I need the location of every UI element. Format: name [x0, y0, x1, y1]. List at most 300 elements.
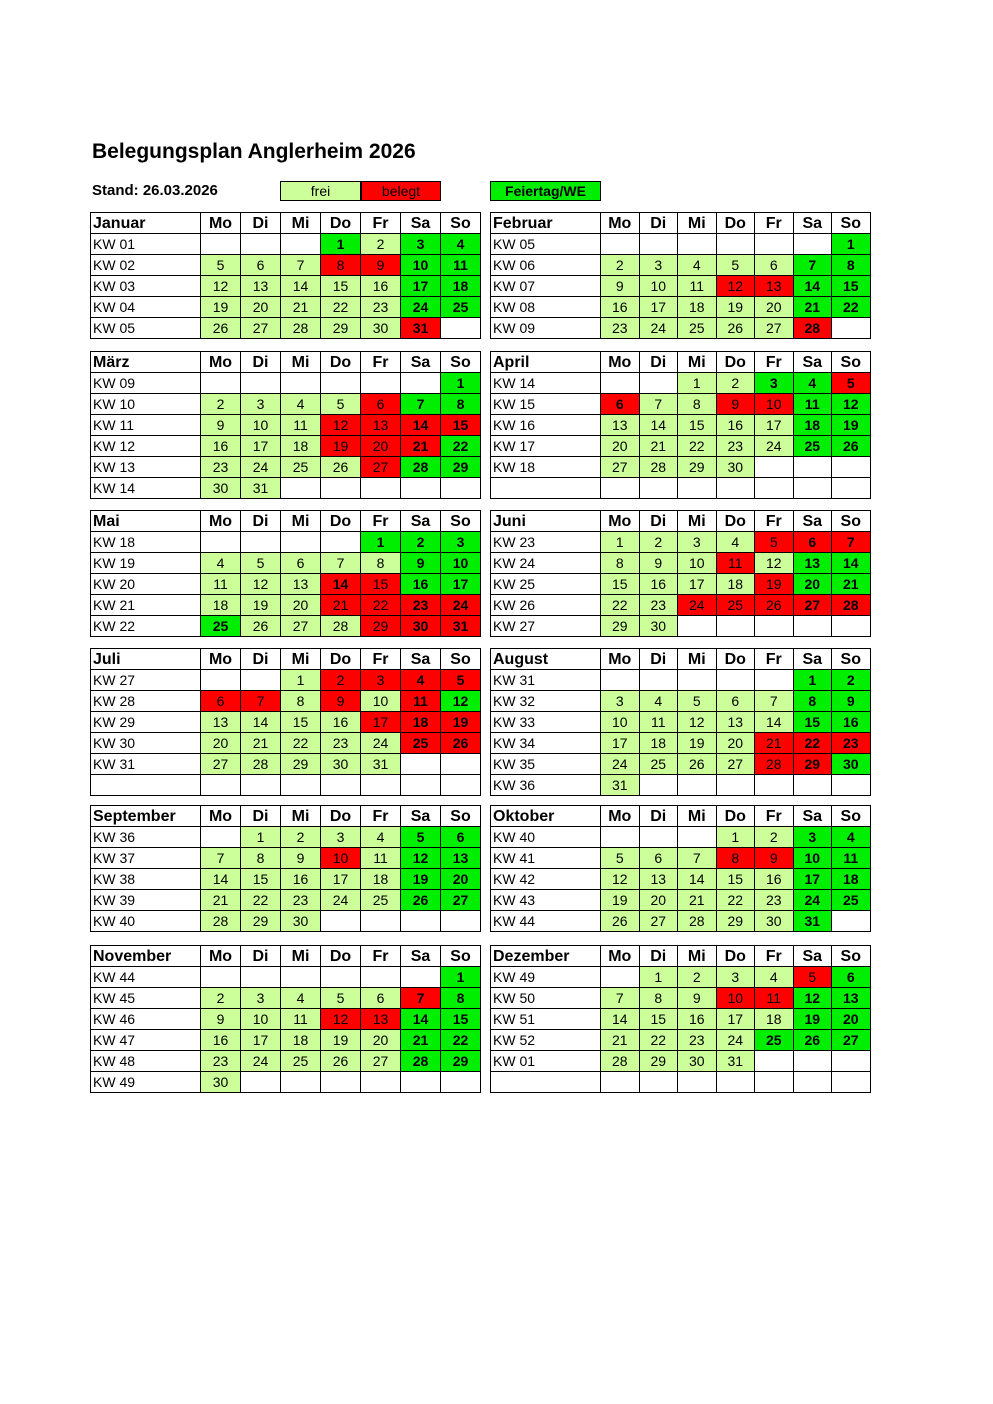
day-cell[interactable]: 8: [678, 394, 717, 415]
day-cell[interactable]: 6: [241, 255, 281, 276]
day-cell[interactable]: [361, 775, 401, 796]
day-cell[interactable]: [241, 775, 281, 796]
day-cell[interactable]: 25: [793, 436, 832, 457]
day-cell[interactable]: [281, 532, 321, 553]
day-cell[interactable]: 26: [441, 733, 481, 754]
day-cell[interactable]: 31: [401, 318, 441, 339]
day-cell[interactable]: 2: [601, 255, 640, 276]
day-cell[interactable]: 9: [321, 691, 361, 712]
day-cell[interactable]: [678, 616, 717, 637]
day-cell[interactable]: 14: [401, 415, 441, 436]
day-cell[interactable]: 24: [639, 318, 678, 339]
day-cell[interactable]: [793, 1072, 832, 1093]
day-cell[interactable]: 10: [361, 691, 401, 712]
day-cell[interactable]: [401, 373, 441, 394]
day-cell[interactable]: 26: [201, 318, 241, 339]
day-cell[interactable]: 13: [281, 574, 321, 595]
day-cell[interactable]: 4: [793, 373, 832, 394]
day-cell[interactable]: 15: [601, 574, 640, 595]
day-cell[interactable]: [832, 911, 871, 932]
day-cell[interactable]: 18: [441, 276, 481, 297]
day-cell[interactable]: [441, 754, 481, 775]
day-cell[interactable]: [793, 457, 832, 478]
day-cell[interactable]: [639, 1072, 678, 1093]
day-cell[interactable]: 29: [281, 754, 321, 775]
day-cell[interactable]: 26: [401, 890, 441, 911]
day-cell[interactable]: [755, 616, 794, 637]
day-cell[interactable]: [601, 1072, 640, 1093]
day-cell[interactable]: [832, 457, 871, 478]
day-cell[interactable]: 2: [716, 373, 755, 394]
day-cell[interactable]: 4: [755, 967, 794, 988]
day-cell[interactable]: 20: [716, 733, 755, 754]
day-cell[interactable]: 1: [241, 827, 281, 848]
day-cell[interactable]: 11: [401, 691, 441, 712]
day-cell[interactable]: [201, 967, 241, 988]
day-cell[interactable]: 3: [441, 532, 481, 553]
day-cell[interactable]: [201, 670, 241, 691]
day-cell[interactable]: 13: [361, 1009, 401, 1030]
day-cell[interactable]: [401, 1072, 441, 1093]
day-cell[interactable]: 20: [639, 890, 678, 911]
day-cell[interactable]: 11: [281, 1009, 321, 1030]
day-cell[interactable]: 9: [201, 415, 241, 436]
day-cell[interactable]: [281, 967, 321, 988]
day-cell[interactable]: 8: [832, 255, 871, 276]
day-cell[interactable]: 24: [401, 297, 441, 318]
day-cell[interactable]: 22: [441, 436, 481, 457]
day-cell[interactable]: 2: [639, 532, 678, 553]
day-cell[interactable]: 27: [241, 318, 281, 339]
day-cell[interactable]: 9: [201, 1009, 241, 1030]
day-cell[interactable]: [639, 670, 678, 691]
day-cell[interactable]: [321, 373, 361, 394]
day-cell[interactable]: 18: [201, 595, 241, 616]
day-cell[interactable]: 24: [601, 754, 640, 775]
day-cell[interactable]: 17: [639, 297, 678, 318]
day-cell[interactable]: 16: [281, 869, 321, 890]
day-cell[interactable]: 27: [601, 457, 640, 478]
day-cell[interactable]: 18: [281, 436, 321, 457]
day-cell[interactable]: 21: [201, 890, 241, 911]
day-cell[interactable]: 9: [755, 848, 794, 869]
day-cell[interactable]: 28: [678, 911, 717, 932]
day-cell[interactable]: 11: [755, 988, 794, 1009]
day-cell[interactable]: 10: [241, 415, 281, 436]
day-cell[interactable]: 3: [361, 670, 401, 691]
day-cell[interactable]: [321, 775, 361, 796]
day-cell[interactable]: 31: [241, 478, 281, 499]
day-cell[interactable]: 12: [601, 869, 640, 890]
day-cell[interactable]: 24: [678, 595, 717, 616]
day-cell[interactable]: 12: [678, 712, 717, 733]
day-cell[interactable]: 20: [601, 436, 640, 457]
day-cell[interactable]: 5: [793, 967, 832, 988]
day-cell[interactable]: 18: [281, 1030, 321, 1051]
day-cell[interactable]: 28: [601, 1051, 640, 1072]
day-cell[interactable]: 1: [832, 234, 871, 255]
day-cell[interactable]: 30: [755, 911, 794, 932]
day-cell[interactable]: 3: [639, 255, 678, 276]
day-cell[interactable]: 15: [321, 276, 361, 297]
day-cell[interactable]: 5: [401, 827, 441, 848]
day-cell[interactable]: 15: [281, 712, 321, 733]
day-cell[interactable]: 15: [793, 712, 832, 733]
day-cell[interactable]: 24: [241, 457, 281, 478]
day-cell[interactable]: 12: [321, 415, 361, 436]
day-cell[interactable]: 22: [793, 733, 832, 754]
day-cell[interactable]: 22: [716, 890, 755, 911]
day-cell[interactable]: [241, 373, 281, 394]
day-cell[interactable]: 1: [321, 234, 361, 255]
day-cell[interactable]: 16: [401, 574, 441, 595]
day-cell[interactable]: 19: [401, 869, 441, 890]
day-cell[interactable]: 21: [678, 890, 717, 911]
day-cell[interactable]: 11: [281, 415, 321, 436]
day-cell[interactable]: 13: [241, 276, 281, 297]
day-cell[interactable]: 31: [793, 911, 832, 932]
day-cell[interactable]: 19: [201, 297, 241, 318]
day-cell[interactable]: 14: [201, 869, 241, 890]
day-cell[interactable]: 2: [281, 827, 321, 848]
day-cell[interactable]: 29: [678, 457, 717, 478]
day-cell[interactable]: 6: [716, 691, 755, 712]
day-cell[interactable]: 30: [832, 754, 871, 775]
day-cell[interactable]: 23: [832, 733, 871, 754]
day-cell[interactable]: 6: [601, 394, 640, 415]
day-cell[interactable]: 21: [321, 595, 361, 616]
day-cell[interactable]: 5: [832, 373, 871, 394]
day-cell[interactable]: 5: [441, 670, 481, 691]
day-cell[interactable]: 6: [361, 394, 401, 415]
day-cell[interactable]: 11: [793, 394, 832, 415]
day-cell[interactable]: 5: [201, 255, 241, 276]
day-cell[interactable]: 11: [716, 553, 755, 574]
day-cell[interactable]: [716, 670, 755, 691]
day-cell[interactable]: 10: [755, 394, 794, 415]
day-cell[interactable]: 17: [241, 1030, 281, 1051]
day-cell[interactable]: [601, 478, 640, 499]
day-cell[interactable]: [832, 478, 871, 499]
day-cell[interactable]: 29: [601, 616, 640, 637]
day-cell[interactable]: 16: [639, 574, 678, 595]
day-cell[interactable]: 25: [281, 1051, 321, 1072]
day-cell[interactable]: [281, 478, 321, 499]
day-cell[interactable]: 19: [755, 574, 794, 595]
day-cell[interactable]: [832, 616, 871, 637]
day-cell[interactable]: 3: [716, 967, 755, 988]
day-cell[interactable]: 29: [241, 911, 281, 932]
day-cell[interactable]: [321, 911, 361, 932]
day-cell[interactable]: 17: [241, 436, 281, 457]
day-cell[interactable]: [401, 967, 441, 988]
day-cell[interactable]: [793, 616, 832, 637]
day-cell[interactable]: 2: [678, 967, 717, 988]
day-cell[interactable]: 19: [241, 595, 281, 616]
day-cell[interactable]: [832, 318, 871, 339]
day-cell[interactable]: 25: [401, 733, 441, 754]
day-cell[interactable]: [321, 1072, 361, 1093]
day-cell[interactable]: 7: [678, 848, 717, 869]
day-cell[interactable]: 30: [639, 616, 678, 637]
day-cell[interactable]: [361, 967, 401, 988]
day-cell[interactable]: 6: [832, 967, 871, 988]
day-cell[interactable]: [716, 775, 755, 796]
day-cell[interactable]: 7: [401, 394, 441, 415]
day-cell[interactable]: 16: [201, 436, 241, 457]
day-cell[interactable]: 4: [716, 532, 755, 553]
day-cell[interactable]: 21: [601, 1030, 640, 1051]
day-cell[interactable]: 20: [281, 595, 321, 616]
day-cell[interactable]: 25: [678, 318, 717, 339]
day-cell[interactable]: 2: [201, 394, 241, 415]
day-cell[interactable]: 16: [832, 712, 871, 733]
day-cell[interactable]: 20: [755, 297, 794, 318]
day-cell[interactable]: 13: [441, 848, 481, 869]
day-cell[interactable]: 7: [755, 691, 794, 712]
day-cell[interactable]: 6: [441, 827, 481, 848]
day-cell[interactable]: 9: [401, 553, 441, 574]
day-cell[interactable]: 10: [678, 553, 717, 574]
day-cell[interactable]: [241, 234, 281, 255]
day-cell[interactable]: 9: [832, 691, 871, 712]
day-cell[interactable]: 8: [241, 848, 281, 869]
day-cell[interactable]: 6: [639, 848, 678, 869]
day-cell[interactable]: 17: [401, 276, 441, 297]
day-cell[interactable]: 20: [201, 733, 241, 754]
day-cell[interactable]: 15: [832, 276, 871, 297]
day-cell[interactable]: 12: [241, 574, 281, 595]
day-cell[interactable]: 19: [441, 712, 481, 733]
day-cell[interactable]: [716, 1072, 755, 1093]
day-cell[interactable]: 23: [201, 457, 241, 478]
day-cell[interactable]: 9: [281, 848, 321, 869]
day-cell[interactable]: 7: [793, 255, 832, 276]
day-cell[interactable]: 5: [716, 255, 755, 276]
day-cell[interactable]: [441, 911, 481, 932]
day-cell[interactable]: [793, 775, 832, 796]
day-cell[interactable]: [601, 373, 640, 394]
day-cell[interactable]: 18: [401, 712, 441, 733]
day-cell[interactable]: 15: [241, 869, 281, 890]
day-cell[interactable]: [639, 775, 678, 796]
day-cell[interactable]: [601, 670, 640, 691]
day-cell[interactable]: [601, 234, 640, 255]
day-cell[interactable]: 25: [755, 1030, 794, 1051]
day-cell[interactable]: [755, 1051, 794, 1072]
day-cell[interactable]: 2: [361, 234, 401, 255]
day-cell[interactable]: 29: [441, 1051, 481, 1072]
day-cell[interactable]: [716, 616, 755, 637]
day-cell[interactable]: 10: [639, 276, 678, 297]
day-cell[interactable]: 8: [321, 255, 361, 276]
day-cell[interactable]: 16: [678, 1009, 717, 1030]
day-cell[interactable]: [716, 234, 755, 255]
day-cell[interactable]: 27: [361, 457, 401, 478]
day-cell[interactable]: 7: [321, 553, 361, 574]
day-cell[interactable]: 30: [361, 318, 401, 339]
day-cell[interactable]: 12: [401, 848, 441, 869]
day-cell[interactable]: 21: [755, 733, 794, 754]
day-cell[interactable]: 14: [832, 553, 871, 574]
day-cell[interactable]: 4: [281, 988, 321, 1009]
day-cell[interactable]: 30: [401, 616, 441, 637]
day-cell[interactable]: 18: [716, 574, 755, 595]
day-cell[interactable]: 15: [639, 1009, 678, 1030]
day-cell[interactable]: 4: [441, 234, 481, 255]
day-cell[interactable]: 13: [639, 869, 678, 890]
day-cell[interactable]: 21: [281, 297, 321, 318]
day-cell[interactable]: 4: [639, 691, 678, 712]
day-cell[interactable]: 28: [401, 457, 441, 478]
day-cell[interactable]: [241, 1072, 281, 1093]
day-cell[interactable]: 24: [755, 436, 794, 457]
day-cell[interactable]: [321, 967, 361, 988]
day-cell[interactable]: 27: [361, 1051, 401, 1072]
day-cell[interactable]: 10: [793, 848, 832, 869]
day-cell[interactable]: 14: [401, 1009, 441, 1030]
day-cell[interactable]: [281, 1072, 321, 1093]
day-cell[interactable]: 19: [716, 297, 755, 318]
day-cell[interactable]: 26: [793, 1030, 832, 1051]
day-cell[interactable]: 8: [639, 988, 678, 1009]
day-cell[interactable]: 9: [361, 255, 401, 276]
day-cell[interactable]: 1: [639, 967, 678, 988]
day-cell[interactable]: 26: [755, 595, 794, 616]
day-cell[interactable]: 9: [639, 553, 678, 574]
day-cell[interactable]: 14: [241, 712, 281, 733]
day-cell[interactable]: 28: [832, 595, 871, 616]
day-cell[interactable]: 26: [321, 457, 361, 478]
day-cell[interactable]: 23: [281, 890, 321, 911]
day-cell[interactable]: 21: [241, 733, 281, 754]
day-cell[interactable]: 26: [321, 1051, 361, 1072]
day-cell[interactable]: 17: [321, 869, 361, 890]
day-cell[interactable]: [281, 775, 321, 796]
day-cell[interactable]: 8: [716, 848, 755, 869]
day-cell[interactable]: [321, 478, 361, 499]
day-cell[interactable]: 21: [401, 1030, 441, 1051]
day-cell[interactable]: 9: [678, 988, 717, 1009]
day-cell[interactable]: 30: [678, 1051, 717, 1072]
day-cell[interactable]: [793, 478, 832, 499]
day-cell[interactable]: 15: [716, 869, 755, 890]
day-cell[interactable]: [639, 827, 678, 848]
day-cell[interactable]: 19: [793, 1009, 832, 1030]
day-cell[interactable]: 6: [793, 532, 832, 553]
day-cell[interactable]: 14: [601, 1009, 640, 1030]
day-cell[interactable]: [832, 775, 871, 796]
day-cell[interactable]: [441, 1072, 481, 1093]
day-cell[interactable]: 4: [401, 670, 441, 691]
day-cell[interactable]: 22: [441, 1030, 481, 1051]
day-cell[interactable]: [281, 373, 321, 394]
day-cell[interactable]: 24: [241, 1051, 281, 1072]
day-cell[interactable]: 8: [601, 553, 640, 574]
day-cell[interactable]: 8: [361, 553, 401, 574]
day-cell[interactable]: 23: [755, 890, 794, 911]
day-cell[interactable]: 2: [321, 670, 361, 691]
day-cell[interactable]: [678, 478, 717, 499]
day-cell[interactable]: 18: [678, 297, 717, 318]
day-cell[interactable]: 17: [441, 574, 481, 595]
day-cell[interactable]: 12: [201, 276, 241, 297]
day-cell[interactable]: 18: [832, 869, 871, 890]
day-cell[interactable]: 28: [241, 754, 281, 775]
day-cell[interactable]: 23: [361, 297, 401, 318]
day-cell[interactable]: 21: [793, 297, 832, 318]
day-cell[interactable]: 4: [832, 827, 871, 848]
day-cell[interactable]: 29: [793, 754, 832, 775]
day-cell[interactable]: 14: [678, 869, 717, 890]
day-cell[interactable]: 8: [441, 988, 481, 1009]
day-cell[interactable]: 15: [361, 574, 401, 595]
day-cell[interactable]: 9: [601, 276, 640, 297]
day-cell[interactable]: 16: [321, 712, 361, 733]
day-cell[interactable]: [639, 373, 678, 394]
day-cell[interactable]: 23: [201, 1051, 241, 1072]
day-cell[interactable]: 23: [601, 318, 640, 339]
day-cell[interactable]: 8: [281, 691, 321, 712]
day-cell[interactable]: 29: [639, 1051, 678, 1072]
day-cell[interactable]: 30: [281, 911, 321, 932]
day-cell[interactable]: 10: [441, 553, 481, 574]
day-cell[interactable]: [793, 1051, 832, 1072]
day-cell[interactable]: [241, 670, 281, 691]
day-cell[interactable]: [201, 775, 241, 796]
day-cell[interactable]: 13: [716, 712, 755, 733]
day-cell[interactable]: 19: [321, 436, 361, 457]
day-cell[interactable]: 21: [639, 436, 678, 457]
day-cell[interactable]: 7: [201, 848, 241, 869]
day-cell[interactable]: 26: [678, 754, 717, 775]
day-cell[interactable]: 28: [401, 1051, 441, 1072]
day-cell[interactable]: [639, 478, 678, 499]
day-cell[interactable]: [601, 827, 640, 848]
day-cell[interactable]: 23: [678, 1030, 717, 1051]
day-cell[interactable]: 31: [716, 1051, 755, 1072]
day-cell[interactable]: 12: [441, 691, 481, 712]
day-cell[interactable]: [401, 911, 441, 932]
day-cell[interactable]: [361, 911, 401, 932]
day-cell[interactable]: [401, 775, 441, 796]
day-cell[interactable]: 1: [793, 670, 832, 691]
day-cell[interactable]: 17: [361, 712, 401, 733]
day-cell[interactable]: [201, 532, 241, 553]
day-cell[interactable]: 1: [601, 532, 640, 553]
day-cell[interactable]: 14: [281, 276, 321, 297]
day-cell[interactable]: 3: [793, 827, 832, 848]
day-cell[interactable]: 12: [716, 276, 755, 297]
day-cell[interactable]: [441, 775, 481, 796]
day-cell[interactable]: 25: [716, 595, 755, 616]
day-cell[interactable]: 22: [639, 1030, 678, 1051]
day-cell[interactable]: 15: [441, 1009, 481, 1030]
day-cell[interactable]: 16: [716, 415, 755, 436]
day-cell[interactable]: 8: [441, 394, 481, 415]
day-cell[interactable]: 25: [361, 890, 401, 911]
day-cell[interactable]: 20: [832, 1009, 871, 1030]
day-cell[interactable]: 14: [793, 276, 832, 297]
day-cell[interactable]: 11: [832, 848, 871, 869]
day-cell[interactable]: 5: [755, 532, 794, 553]
day-cell[interactable]: [678, 234, 717, 255]
day-cell[interactable]: 22: [601, 595, 640, 616]
day-cell[interactable]: [401, 478, 441, 499]
day-cell[interactable]: 23: [401, 595, 441, 616]
day-cell[interactable]: 21: [401, 436, 441, 457]
day-cell[interactable]: 6: [361, 988, 401, 1009]
